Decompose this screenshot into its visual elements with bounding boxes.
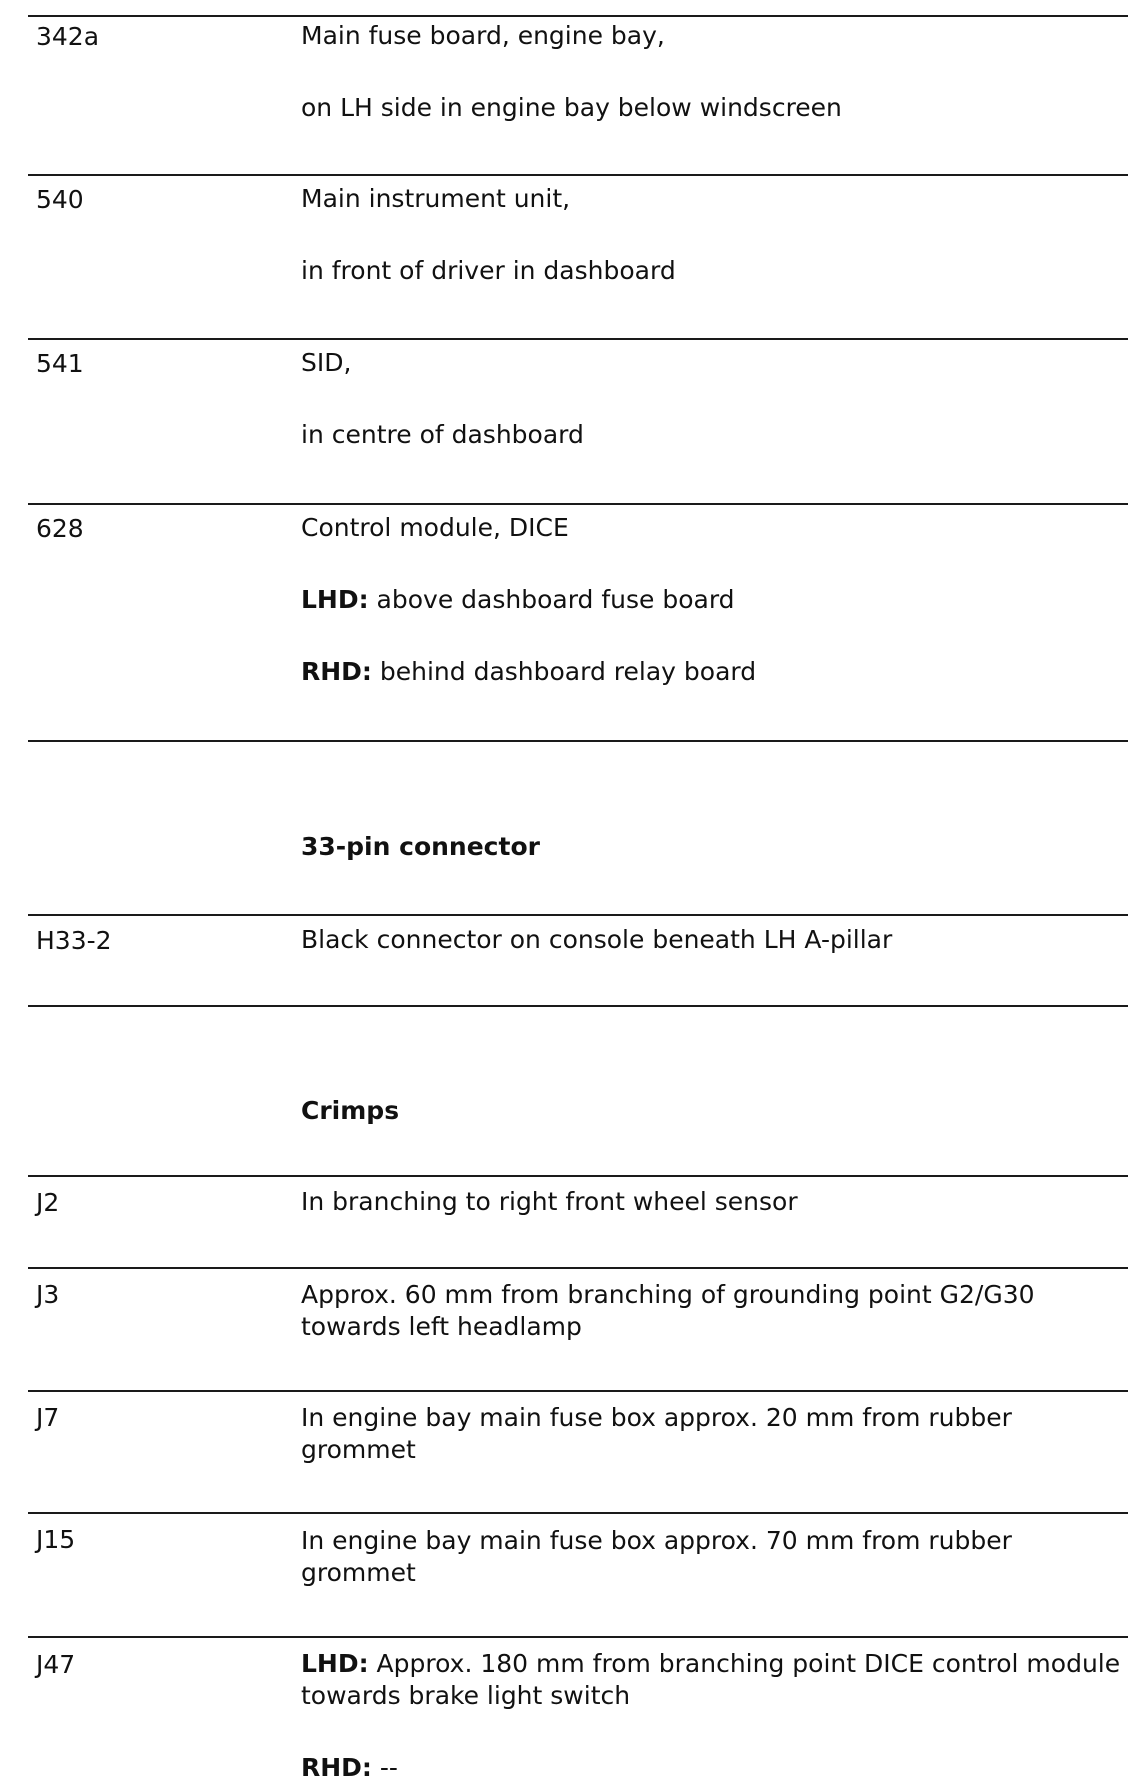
rhd-label: RHD: — [301, 657, 372, 686]
lhd-label: LHD: — [301, 585, 369, 614]
rhd-text: -- — [371, 1753, 398, 1782]
row-code: 540 — [36, 185, 84, 214]
row-desc-line — [301, 656, 1121, 688]
row-divider — [28, 740, 1128, 742]
row-code: J15 — [36, 1525, 76, 1554]
row-code: J3 — [36, 1280, 60, 1309]
row-code: J47 — [36, 1650, 76, 1679]
section-heading: 33-pin connector — [301, 832, 540, 861]
row-description — [301, 183, 1121, 287]
row-code: J2 — [36, 1188, 60, 1217]
row-desc-line: Main fuse board, engine bay, — [301, 21, 665, 50]
row-divider — [28, 338, 1128, 340]
lhd-text: Approx. 180 mm from branching point DICE control module towards brake light switch — [301, 1649, 1121, 1710]
row-divider — [28, 503, 1128, 505]
row-divider — [28, 1512, 1128, 1514]
row-code: H33-2 — [36, 926, 112, 955]
row-desc-line — [301, 584, 1121, 616]
row-code: J7 — [36, 1403, 60, 1432]
row-desc-line — [301, 1752, 1121, 1784]
row-code: 342a — [36, 22, 100, 51]
row-divider — [28, 914, 1128, 916]
row-divider — [28, 1005, 1128, 1007]
rhd-label: RHD: — [301, 1753, 372, 1782]
row-code: 541 — [36, 349, 84, 378]
row-description: Black connector on console beneath LH A-pillar — [301, 925, 893, 954]
row-description — [301, 347, 1121, 451]
row-divider — [28, 1636, 1128, 1638]
row-desc-line: in front of driver in dashboard — [301, 256, 676, 285]
row-desc-line: in centre of dashboard — [301, 420, 584, 449]
rhd-text: behind dashboard relay board — [371, 657, 757, 686]
row-description — [301, 1648, 1121, 1784]
lhd-text: above dashboard fuse board — [368, 585, 735, 614]
row-description: In engine bay main fuse box approx. 70 mm from rubber grommet — [301, 1526, 1012, 1587]
row-description: Approx. 60 mm from branching of grounding point G2/G30 towards left headlamp — [301, 1280, 1035, 1341]
section-heading: Crimps — [301, 1096, 400, 1125]
row-divider — [28, 1267, 1128, 1269]
row-desc-line: on LH side in engine bay below windscreen — [301, 93, 842, 122]
row-divider — [28, 1175, 1128, 1177]
row-description — [301, 20, 1121, 124]
row-code: 628 — [36, 514, 84, 543]
row-desc-line: Main instrument unit, — [301, 184, 571, 213]
row-description: In engine bay main fuse box approx. 20 mm from rubber grommet — [301, 1403, 1012, 1464]
row-desc-line: SID, — [301, 348, 352, 377]
row-divider — [28, 174, 1128, 176]
lhd-label: LHD: — [301, 1649, 369, 1678]
row-desc-line: Control module, DICE — [301, 513, 569, 542]
row-description: In branching to right front wheel sensor — [301, 1187, 798, 1216]
row-description — [301, 512, 1121, 688]
row-desc-line — [301, 1648, 1121, 1712]
row-divider — [28, 15, 1128, 17]
row-divider — [28, 1390, 1128, 1392]
